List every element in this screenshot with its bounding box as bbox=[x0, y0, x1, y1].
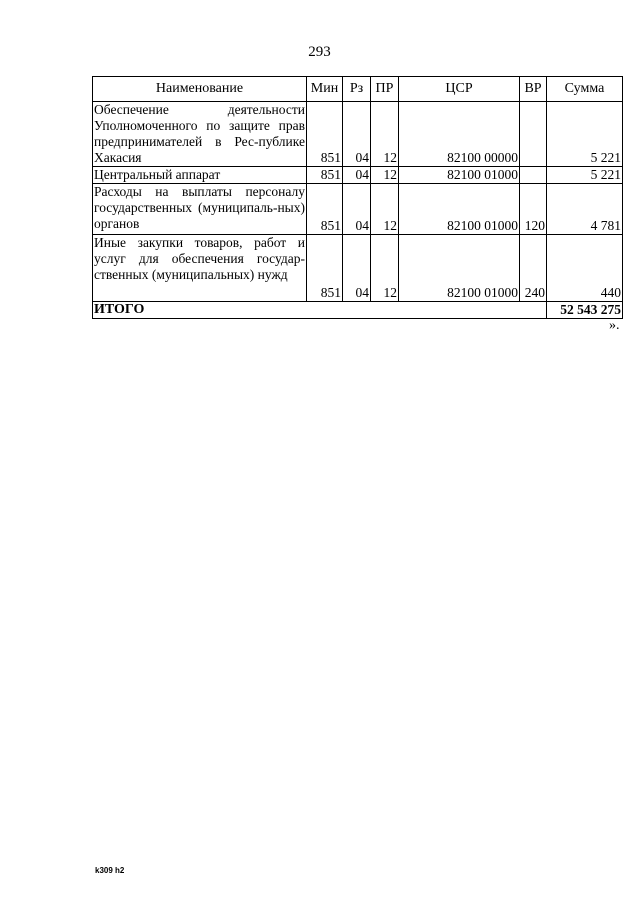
row-vr bbox=[520, 167, 547, 184]
row-pr: 12 bbox=[371, 102, 399, 167]
row-name: Центральный аппарат bbox=[93, 167, 307, 184]
row-min: 851 bbox=[307, 184, 343, 235]
row-rz: 04 bbox=[343, 235, 371, 302]
row-rz: 04 bbox=[343, 167, 371, 184]
row-name: Обеспечение деятельности Уполномоченного по защите прав предпринимателей в Рес-публике Хакасия bbox=[94, 102, 305, 165]
header-pr: ПР bbox=[371, 77, 399, 102]
row-csr: 82100 01000 bbox=[399, 184, 520, 235]
header-name: Наименование bbox=[93, 77, 307, 102]
total-row bbox=[93, 302, 623, 319]
row-pr: 12 bbox=[371, 184, 399, 235]
row-csr: 82100 01000 bbox=[399, 167, 520, 184]
row-pr: 12 bbox=[371, 235, 399, 302]
row-pr: 12 bbox=[371, 167, 399, 184]
row-sum: 440 bbox=[547, 235, 623, 302]
table-row bbox=[93, 167, 623, 184]
row-vr bbox=[520, 102, 547, 167]
budget-table bbox=[92, 76, 623, 319]
row-sum: 5 221 bbox=[547, 102, 623, 167]
row-sum: 4 781 bbox=[547, 184, 623, 235]
total-sum: 52 543 275 bbox=[547, 302, 623, 319]
footer-code: k309 h2 bbox=[95, 866, 125, 875]
row-min: 851 bbox=[307, 235, 343, 302]
closing-quote: ». bbox=[609, 318, 620, 333]
header-csr: ЦСР bbox=[399, 77, 520, 102]
page-number: 293 bbox=[308, 44, 331, 60]
header-rz: Рз bbox=[343, 77, 371, 102]
header-sum: Сумма bbox=[547, 77, 623, 102]
header-vr: ВР bbox=[520, 77, 547, 102]
row-min: 851 bbox=[307, 167, 343, 184]
total-label: ИТОГО bbox=[93, 302, 547, 319]
table-row bbox=[93, 235, 623, 302]
row-sum: 5 221 bbox=[547, 167, 623, 184]
header-min: Мин bbox=[307, 77, 343, 102]
table-header-row bbox=[93, 77, 623, 102]
table-row bbox=[93, 184, 623, 235]
row-name: Расходы на выплаты персоналу государственных (муниципаль-ных) органов bbox=[93, 184, 307, 235]
row-csr: 82100 01000 bbox=[399, 235, 520, 302]
table-row bbox=[93, 102, 623, 167]
row-rz: 04 bbox=[343, 184, 371, 235]
row-name: Иные закупки товаров, работ и услуг для обеспечения государ-ственных (муниципальных) нужд bbox=[93, 235, 307, 302]
row-rz: 04 bbox=[343, 102, 371, 167]
row-min: 851 bbox=[307, 102, 343, 167]
row-vr: 120 bbox=[520, 184, 547, 235]
row-vr: 240 bbox=[520, 235, 547, 302]
row-csr: 82100 00000 bbox=[399, 102, 520, 167]
